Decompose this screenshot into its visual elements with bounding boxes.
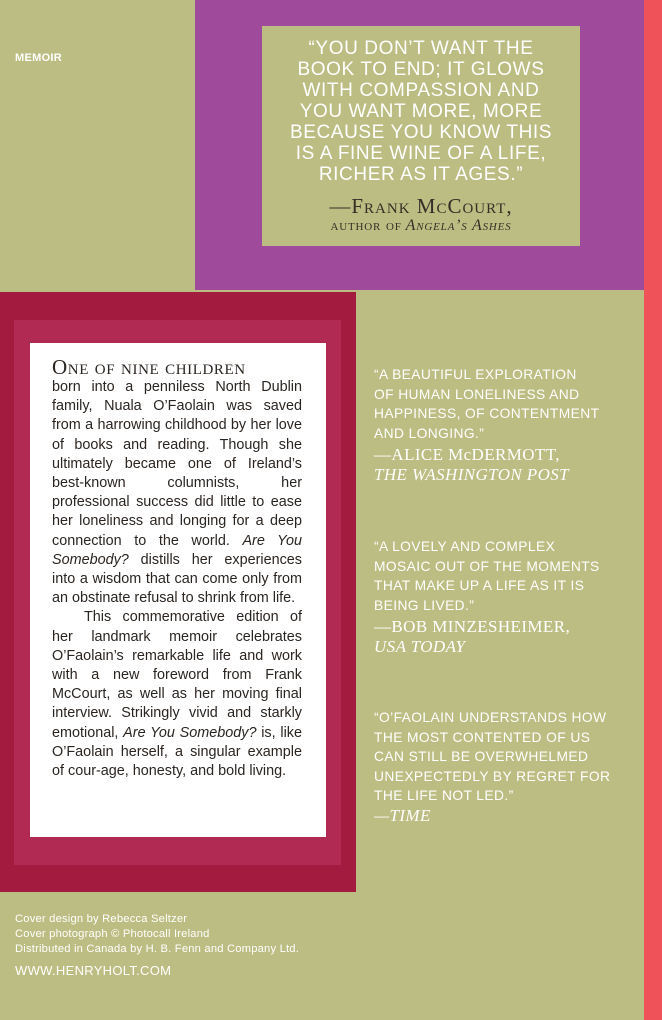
description-paragraph-1 — [52, 356, 302, 608]
top-quote-source-prefix: author of — [330, 217, 402, 234]
book-title-italic: Are You Somebody? — [123, 724, 257, 741]
book-description — [52, 356, 302, 781]
top-quote-line: IS A FINE WINE OF A LIFE, — [295, 143, 547, 164]
review-line: OF HUMAN LONELINESS AND — [374, 386, 580, 402]
right-edge-strip — [644, 0, 662, 1020]
review-line: “A LOVELY AND COMPLEX — [374, 539, 556, 554]
cover-photo-credit: Cover photograph © Photocall Ireland — [15, 928, 210, 940]
review-outlet: USA TODAY — [374, 637, 466, 656]
top-quote-line: YOU WANT MORE, MORE — [299, 101, 543, 122]
description-paragraph-2 — [52, 608, 302, 781]
review-line: THE LIFE NOT LED.” — [374, 788, 514, 803]
review-quote-1 — [374, 365, 626, 443]
description-text: distills her experiences into a wisdom that can come only from an obstinate refusal to shrink from life. — [52, 551, 302, 607]
top-quote-line: BECAUSE YOU KNOW THIS — [289, 122, 553, 143]
review-quote-2 — [374, 537, 626, 615]
review-attribution-1 — [374, 445, 634, 485]
reviewer-name: —ALICE McDERMOTT, — [374, 445, 560, 464]
review-line: MOSAIC OUT OF THE MOMENTS — [374, 558, 600, 574]
description-text: This commemorative edition of her landmark memoir celebrates O’Faolain’s remarkable life and work with a new foreword from Frank McCourt, as well as her moving final interview. Strikingly vivid and starkly emotional, — [52, 609, 302, 741]
reviewer-name: —BOB MINZESHEIMER, — [374, 617, 571, 636]
top-quote-line: “YOU DON’T WANT THE — [308, 38, 534, 59]
cover-design-credit: Cover design by Rebecca Seltzer — [15, 913, 188, 925]
publisher-website: WWW.HENRYHOLT.COM — [15, 963, 172, 978]
review-line: “A BEAUTIFUL EXPLORATION — [374, 367, 577, 382]
description-lead: One of nine children — [52, 355, 246, 379]
top-quote-source — [262, 217, 580, 235]
description-text: is, like O’Faolain herself, a singular example of cour-age, honesty, and bold living. — [52, 724, 302, 780]
review-line: BEING LIVED.” — [374, 597, 475, 613]
review-outlet: —TIME — [374, 806, 431, 825]
top-quote-line: BOOK TO END; IT GLOWS — [297, 59, 545, 80]
review-line: THAT MAKE UP A LIFE AS IT IS — [374, 578, 585, 593]
top-quote-source-title: Angela’s Ashes — [405, 217, 512, 234]
review-line: UNEXPECTEDLY BY REGRET FOR — [374, 768, 611, 784]
book-title-italic: Are You Somebody? — [52, 532, 302, 568]
review-line: CAN STILL BE OVERWHELMED — [374, 749, 589, 764]
category-label: MEMOIR — [15, 52, 63, 64]
top-quote-line: WITH COMPASSION AND — [302, 80, 540, 101]
review-attribution-2 — [374, 617, 634, 657]
review-line: THE MOST CONTENTED OF US — [374, 729, 591, 745]
review-line: “O’FAOLAIN UNDERSTANDS HOW — [374, 710, 607, 725]
review-attribution-3 — [374, 806, 634, 826]
distribution-credit: Distributed in Canada by H. B. Fenn and Company Ltd. — [15, 943, 300, 955]
review-line: HAPPINESS, OF CONTENTMENT — [374, 406, 600, 421]
top-quote-text — [262, 38, 580, 185]
top-quote-line: RICHER AS IT AGES.” — [318, 164, 524, 185]
review-quote-3 — [374, 708, 626, 806]
review-line: AND LONGING.” — [374, 425, 485, 441]
top-quote-attribution: —Frank McCourt, — [329, 194, 513, 218]
review-outlet: THE WASHINGTON POST — [374, 465, 570, 484]
description-text: born into a penniless North Dublin family, Nuala O’Faolain was saved from a harrowing childhood by her love of books and reading. Though she ultimately became one of Ireland’s best-known columnists, her professional success did little to ease her loneliness and longing for a deep connection to the world. — [52, 379, 302, 549]
